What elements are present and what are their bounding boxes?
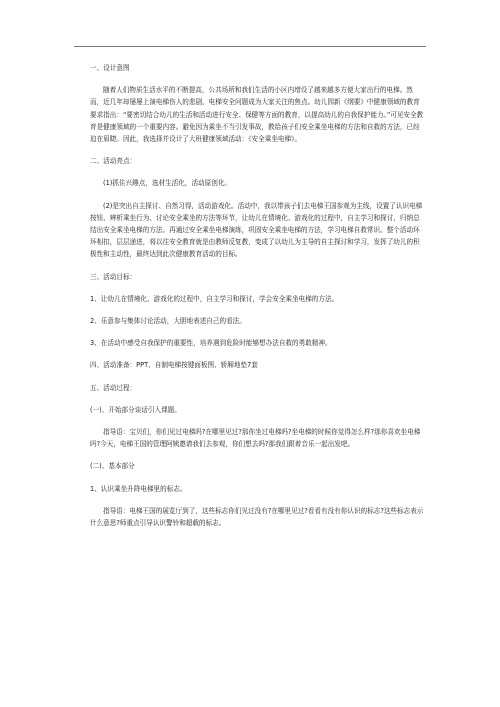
section-heading-highlights: 二、活动亮点： <box>90 157 137 166</box>
paragraph-highlight-2: (2)是突出自主探讨、自然习得，活动游戏化。活动中，我以带孩子们去电梯王国参观为主线，设置了认识电梯按钮、辨析乘坐行为、讨论安全乘坐的方法等环节，让幼儿在情境化、游戏化的过程中，自主学习和探讨，归纳总结出安全乘坐电梯的方法。再通过安全乘坐电梯演练，巩固安全乘坐电梯的方法，学习电梯自救常识。整个活动环环相扣，层层递进，将以往安全教育就是由教师反复教，变成了以幼儿为主导的自主探讨和学习，发挥了幼儿的积极性和主动性，最终达到此次健康教育活动的目标。 <box>90 201 423 259</box>
goal-item-3: 3、在活动中感受自我保护的重要性，培养遇到危险时能够想办法自救的勇敢精神。 <box>90 339 332 348</box>
goal-item-2: 2、乐意参与集体讨论活动，大胆地表述自己的看法。 <box>90 317 246 326</box>
process-subheading-basic: (二)、基本部分 <box>90 462 135 471</box>
process-step-1: 1、认识乘坐升降电梯里的标志。 <box>90 484 187 493</box>
header-rule <box>74 46 426 47</box>
section-heading-design-intent: 一、设计意图 <box>90 64 130 72</box>
section-heading-goals: 三、活动目标： <box>90 272 137 281</box>
process-subheading-opening: (一)、开始部分谈话引入课题。 <box>90 405 181 414</box>
paragraph-opening-guide: 指导语：宝贝们，你们见过电梯吗?在哪里见过?那你坐过电梯吗?坐电梯的时候你觉得怎么样?那你喜欢坐电梯吗?今天，电梯王国的管理阿姨邀请我们去参观，你们想去吗?那我们跟着音乐一起出发吧。 <box>90 428 421 449</box>
goal-item-1: 1、让幼儿在情境化、游戏化的过程中，自主学习和探讨，学会安全乘坐电梯的方法。 <box>90 294 339 303</box>
paragraph-highlight-1: (1)抓住兴趣点，选材生活化，活动原创化。 <box>103 179 232 188</box>
section-heading-preparation: 四、活动准备：PPT、自制电梯按键面板图、轿厢地垫7套 <box>90 361 258 370</box>
paragraph-design-intent: 随着人们物质生活水平的不断提高，公共场所和我们生活的小区内增设了越来越多方便大家出行的电梯。然而，近几年却屡屡上演电梯伤人的悲剧，电梯安全问题成为大家关注的焦点。幼儿园新《纲要》中健康领域的教育要求指出：“要密切结合幼儿的生活和活动进行安全、保健等方面的教育，以提高幼儿的自我保护能力。”可见安全教育是健康领域的一个重要内容。避免因为乘坐不当引发事故，教给孩子们安全乘坐电梯的方法和自救的方法，已经迫在眉睫。因此，我选择并设计了大班健康领域活动：《安全乘坐电梯》。 <box>90 86 424 144</box>
document-body <box>90 62 426 539</box>
section-heading-process: 五、活动过程： <box>90 383 137 392</box>
paragraph-signs-guide: 指导语：电梯王国的展览厅到了，这些标志你们见过没有?在哪里见过?看看有没有你认识的标志?这些标志表示什么意思?师重点引导认识警铃和超载的标志。 <box>90 506 424 528</box>
